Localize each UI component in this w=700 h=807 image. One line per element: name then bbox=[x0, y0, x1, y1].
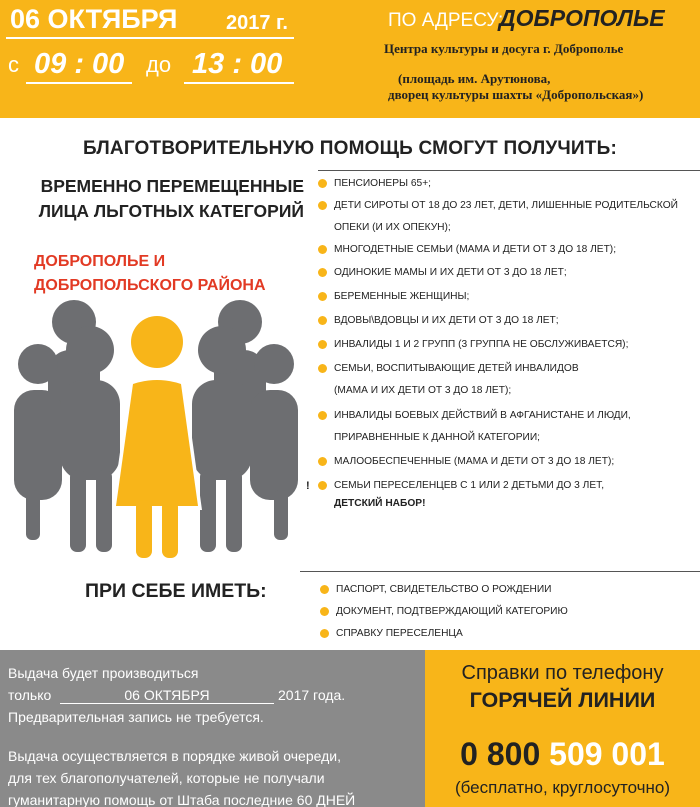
bullet-icon bbox=[318, 481, 327, 490]
categories-title-line-2: ЛИЦА ЛЬГОТНЫХ КАТЕГОРИЙ bbox=[38, 201, 304, 221]
info-line-4: Выдача осуществляется в порядке живой очереди, bbox=[8, 748, 341, 764]
address-line-3: дворец культуры шахты «Добропольская») bbox=[388, 87, 644, 102]
info-line-5: для тех благополучателей, которые не получали bbox=[8, 770, 325, 786]
bullet-icon bbox=[320, 629, 329, 638]
region-title bbox=[34, 250, 266, 298]
event-year: 2017 г. bbox=[226, 12, 288, 34]
people-illustration bbox=[12, 300, 302, 562]
hotline-panel bbox=[425, 650, 700, 807]
list-item: ОДИНОКИЕ МАМЫ И ИХ ДЕТИ ОТ 3 ДО 18 ЛЕТ; bbox=[314, 267, 698, 291]
person-leg-icon bbox=[274, 490, 288, 540]
list-item: ПАСПОРТ, СВИДЕТЕЛЬСТВО О РОЖДЕНИИ bbox=[316, 584, 696, 606]
person-head-icon bbox=[254, 344, 294, 384]
address-line-1: Центра культуры и досуга г. Доброполье bbox=[384, 41, 624, 56]
person-leg-icon bbox=[200, 470, 216, 552]
person-head-icon bbox=[18, 344, 58, 384]
person-body-icon bbox=[14, 390, 62, 500]
list-item: ДЕТИ СИРОТЫ ОТ 18 ДО 23 ЛЕТ, ДЕТИ, ЛИШЕННЫЕ РОДИТЕЛЬСКОЙ ОПЕКИ (И ИХ ОПЕКУН); bbox=[314, 200, 698, 244]
list-item: БЕРЕМЕННЫЕ ЖЕНЩИНЫ; bbox=[314, 291, 698, 315]
time-to-underline bbox=[184, 82, 294, 84]
bullet-icon bbox=[318, 457, 327, 466]
bullet-icon bbox=[318, 411, 327, 420]
header-banner bbox=[0, 0, 700, 118]
distribution-info-panel bbox=[0, 650, 425, 807]
person-leg-icon bbox=[96, 470, 112, 552]
bullet-icon bbox=[318, 340, 327, 349]
list-item: ИНВАЛИДЫ БОЕВЫХ ДЕЙСТВИЙ В АФГАНИСТАНЕ И ЛЮДИ, ПРИРАВНЕННЫЕ К ДАННОЙ КАТЕГОРИИ; bbox=[314, 410, 698, 456]
address-city: ДОБРОПОЛЬЕ bbox=[499, 5, 665, 31]
list-item: ИНВАЛИДЫ 1 И 2 ГРУПП (3 ГРУППА НЕ ОБСЛУЖИВАЕТСЯ); bbox=[314, 339, 698, 363]
list-item: ДОКУМЕНТ, ПОДТВЕРЖДАЮЩИЙ КАТЕГОРИЮ bbox=[316, 606, 696, 628]
person-head-icon bbox=[66, 326, 114, 374]
info-line-2: только 06 ОКТЯБРЯ 2017 года. bbox=[8, 687, 346, 703]
time-from-label: с bbox=[8, 52, 19, 77]
list-item: СПРАВКУ ПЕРЕСЕЛЕНЦА bbox=[316, 628, 696, 650]
date-underline bbox=[6, 37, 294, 39]
categories-title-line-1: ВРЕМЕННО ПЕРЕМЕЩЕННЫЕ bbox=[40, 176, 304, 196]
time-from: 09 : 00 bbox=[34, 48, 125, 80]
exclamation-icon: ! bbox=[306, 480, 310, 492]
yellow-woman-figure-icon bbox=[112, 312, 202, 558]
time-to: 13 : 00 bbox=[192, 48, 283, 80]
person-head-icon bbox=[198, 326, 246, 374]
hotline-title: ГОРЯЧЕЙ ЛИНИИ bbox=[469, 688, 656, 712]
time-to-label: до bbox=[146, 52, 172, 77]
bullet-icon bbox=[320, 585, 329, 594]
bullet-icon bbox=[318, 316, 327, 325]
hotline-note: (бесплатно, круглосуточно) bbox=[454, 778, 671, 797]
person-leg-icon bbox=[26, 490, 40, 540]
bullet-icon bbox=[318, 268, 327, 277]
bullet-icon bbox=[318, 292, 327, 301]
bring-documents-list bbox=[316, 584, 696, 650]
region-title-line-1: ДОБРОПОЛЬЕ И bbox=[34, 253, 166, 270]
list-item: МАЛООБЕСПЕЧЕННЫЕ (МАМА И ДЕТИ ОТ 3 ДО 18 ЛЕТ); bbox=[314, 456, 698, 480]
region-title-line-2: ДОБРОПОЛЬСКОГО РАЙОНА bbox=[34, 277, 266, 294]
info-line-3: Предварительная запись не требуется. bbox=[8, 709, 264, 725]
bullet-icon bbox=[318, 245, 327, 254]
person-leg-icon bbox=[226, 470, 242, 552]
list-item: МНОГОДЕТНЫЕ СЕМЬИ (МАМА И ДЕТИ ОТ 3 ДО 18 ЛЕТ); bbox=[314, 244, 698, 267]
eligible-categories-list bbox=[306, 178, 698, 510]
person-body-icon bbox=[60, 380, 120, 480]
hotline-phone-prefix: 0 800 bbox=[460, 736, 541, 772]
info-date-fill: 06 ОКТЯБРЯ bbox=[60, 687, 274, 704]
categories-title bbox=[14, 174, 304, 224]
list-item: СЕМЬИ, ВОСПИТЫВАЮЩИЕ ДЕТЕЙ ИНВАЛИДОВ (МАМА И ИХ ДЕТИ ОТ 3 ДО 18 ЛЕТ); bbox=[314, 363, 698, 410]
address-label: ПО АДРЕСУ: bbox=[388, 10, 504, 31]
person-body-icon bbox=[250, 390, 298, 500]
info-line-6: гуманитарную помощь от Штаба последние 60 ДНЕЙ bbox=[8, 792, 356, 807]
bring-title: ПРИ СЕБЕ ИМЕТЬ: bbox=[85, 580, 267, 602]
address-line-2: (площадь им. Арутюнова, bbox=[398, 71, 551, 86]
bullet-icon bbox=[318, 364, 327, 373]
list-item: ! СЕМЬИ ПЕРЕСЕЛЕНЦЕВ С 1 ИЛИ 2 ДЕТЬМИ ДО 3 ЛЕТ, ДЕТСКИЙ НАБОР! bbox=[306, 480, 605, 509]
hotline-caption: Справки по телефону bbox=[461, 662, 664, 684]
bullet-icon bbox=[318, 179, 327, 188]
bullet-icon bbox=[318, 201, 327, 210]
headline-divider bbox=[318, 170, 700, 171]
hotline-phone[interactable] bbox=[425, 736, 700, 773]
time-from-underline bbox=[26, 82, 132, 84]
event-date: 06 ОКТЯБРЯ bbox=[10, 4, 178, 34]
bullet-icon bbox=[320, 607, 329, 616]
list-item: ПЕНСИОНЕРЫ 65+; bbox=[314, 178, 698, 200]
person-leg-icon bbox=[70, 470, 86, 552]
list-item: ВДОВЫ\ВДОВЦЫ И ИХ ДЕТИ ОТ 3 ДО 18 ЛЕТ; bbox=[314, 315, 698, 339]
info-line-1: Выдача будет производиться bbox=[8, 665, 199, 681]
main-headline: БЛАГОТВОРИТЕЛЬНУЮ ПОМОЩЬ СМОГУТ ПОЛУЧИТЬ: bbox=[83, 138, 617, 159]
bring-divider bbox=[300, 571, 700, 572]
hotline-phone-number: 509 001 bbox=[549, 736, 665, 772]
person-body-icon bbox=[192, 380, 252, 480]
